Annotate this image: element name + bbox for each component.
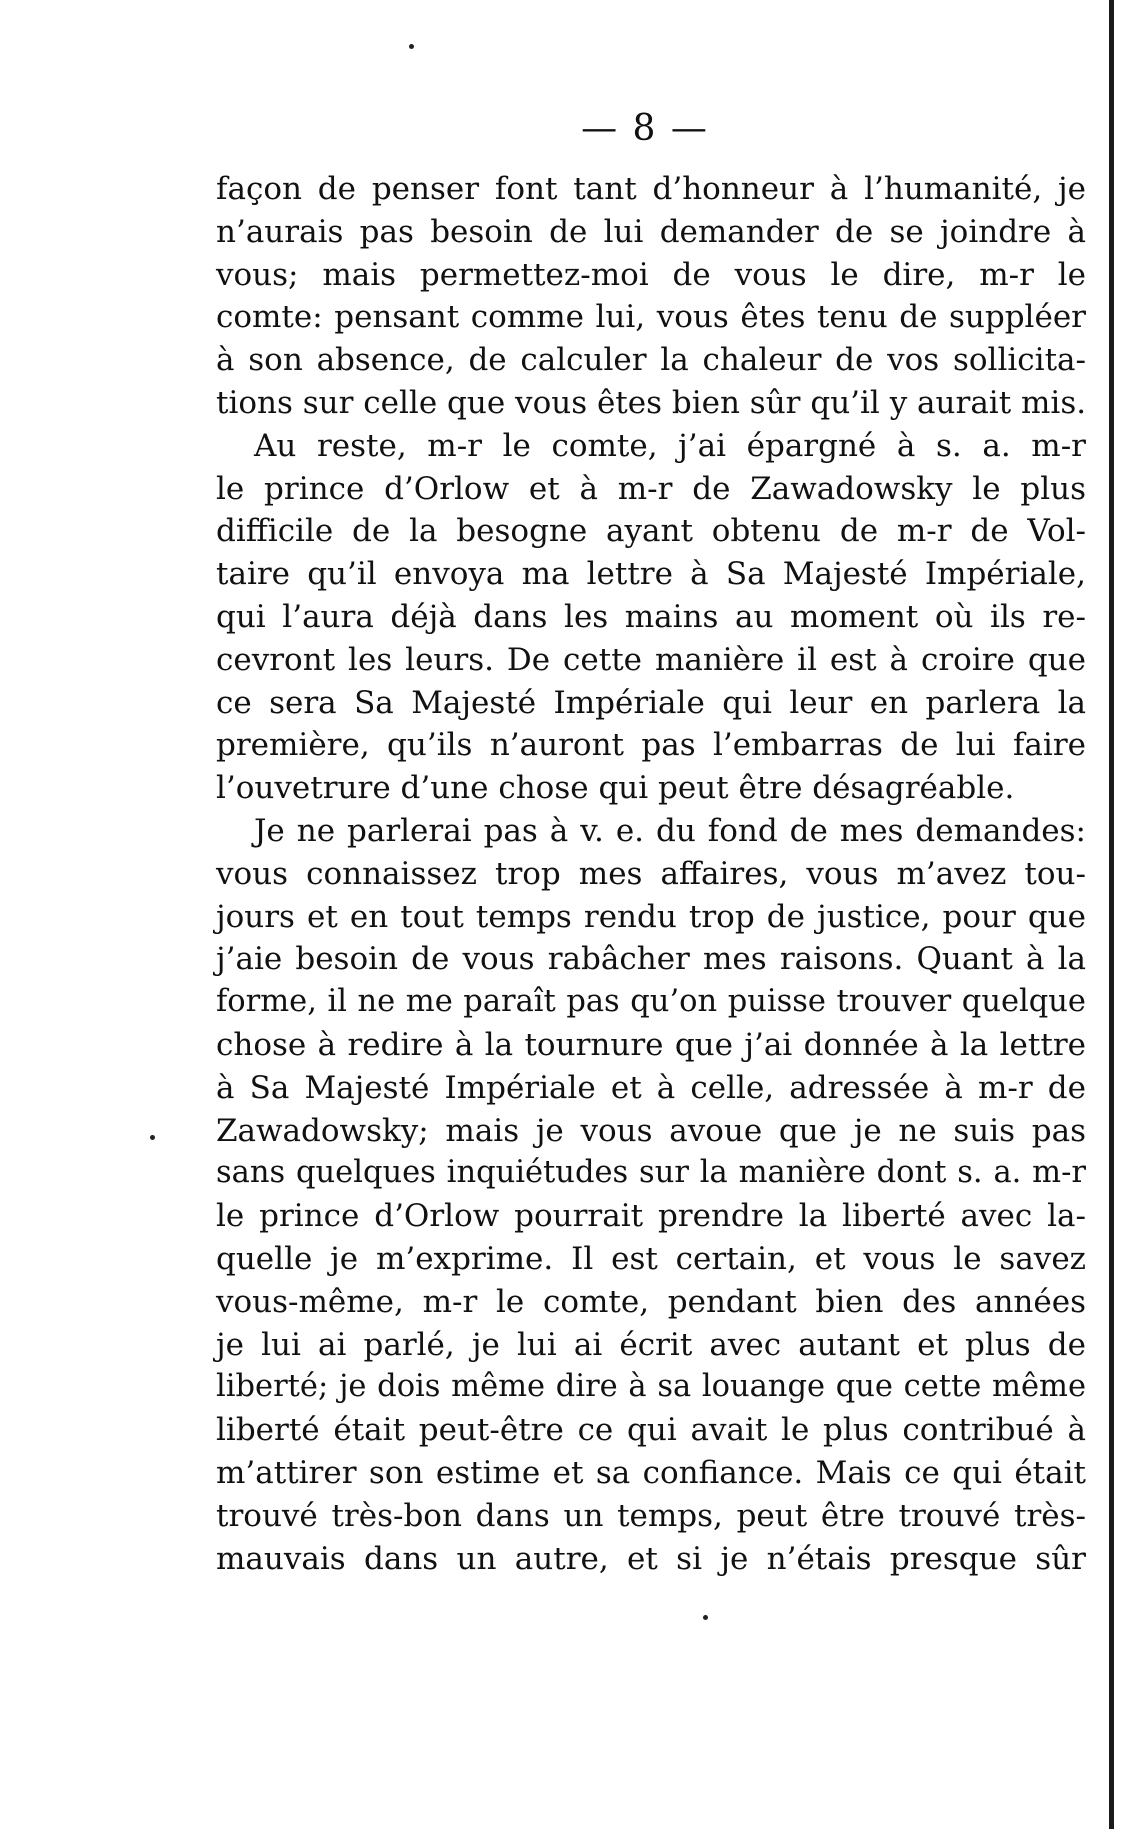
- text-line: liberté était peut-être ce qui avait le plus contribué à: [216, 1412, 1086, 1449]
- paragraph-start-line: Je ne parlerai pas à v. e. du fond de mes demandes:: [254, 812, 1086, 849]
- text-line: le prince d’Orlow pourrait prendre la liberté avec la-: [216, 1198, 1086, 1235]
- text-line: m’attirer son estime et sa confiance. Mais ce qui était: [216, 1454, 1086, 1491]
- text-line: jours et en tout temps rendu trop de justice, pour que: [216, 898, 1086, 935]
- text-line: cevront les leurs. De cette manière il est à croire que: [216, 641, 1086, 678]
- text-line: tions sur celle que vous êtes bien sûr qu’il y aurait mis.: [216, 384, 1087, 421]
- text-line: première, qu’ils n’auront pas l’embarras de lui faire: [216, 727, 1086, 764]
- text-line: chose à redire à la tournure que j’ai donnée à la lettre: [216, 1026, 1086, 1063]
- text-line: sans quelques inquiétudes sur la manière dont s. a. m-r: [216, 1155, 1086, 1191]
- text-line: vous-même, m-r le comte, pendant bien des années: [216, 1283, 1086, 1320]
- page-number: — 8 —: [581, 108, 709, 149]
- text-line: quelle je m’exprime. Il est certain, et vous le savez: [216, 1240, 1086, 1277]
- text-line: j’aie besoin de vous rabâcher mes raisons. Quant à la: [216, 941, 1086, 978]
- ink-speck: [703, 1615, 708, 1620]
- text-line: je lui ai parlé, je lui ai écrit avec autant et plus de: [216, 1326, 1086, 1363]
- body-text: [216, 168, 1086, 1580]
- text-line: forme, il ne me paraît pas qu’on puisse trouver quelque: [216, 984, 1086, 1020]
- text-line: le prince d’Orlow et à m-r de Zawadowsky le plus: [216, 470, 1086, 507]
- paragraph-start-line: Au reste, m-r le comte, j’ai épargné à s. a. m-r: [254, 427, 1086, 464]
- text-line: trouvé très-bon dans un temps, peut être trouvé très-: [216, 1497, 1086, 1534]
- ink-speck: [409, 44, 414, 49]
- text-line: qui l’aura déjà dans les mains au moment où ils re-: [216, 598, 1086, 635]
- text-line: mauvais dans un autre, et si je n’étais presque sûr: [216, 1540, 1086, 1577]
- ink-speck: [150, 1135, 155, 1140]
- text-line: comte: pensant comme lui, vous êtes tenu de suppléer: [216, 299, 1086, 336]
- text-line: vous connaissez trop mes affaires, vous m’avez tou-: [216, 855, 1086, 892]
- text-line: à Sa Majesté Impériale et à celle, adressée à m-r de: [216, 1069, 1086, 1106]
- text-line: ce sera Sa Majesté Impériale qui leur en parlera la: [216, 684, 1086, 721]
- text-line: l’ouvetrure d’une chose qui peut être désagréable.: [216, 770, 1015, 807]
- text-line: n’aurais pas besoin de lui demander de se joindre à: [216, 213, 1086, 250]
- text-line: à son absence, de calculer la chaleur de vos sollicita-: [216, 342, 1086, 379]
- text-line: façon de penser font tant d’honneur à l’humanité, je: [216, 171, 1086, 207]
- text-line: taire qu’il envoya ma lettre à Sa Majesté Impériale,: [216, 556, 1086, 593]
- text-line: difficile de la besogne ayant obtenu de m-r de Vol-: [216, 513, 1086, 550]
- page-edge-line: [1109, 0, 1114, 1829]
- text-line: liberté; je dois même dire à sa louange que cette même: [216, 1369, 1086, 1405]
- text-line: vous; mais permettez-moi de vous le dire, m-r le: [216, 256, 1086, 293]
- text-line: Zawadowsky; mais je vous avoue que je ne suis pas: [216, 1112, 1086, 1149]
